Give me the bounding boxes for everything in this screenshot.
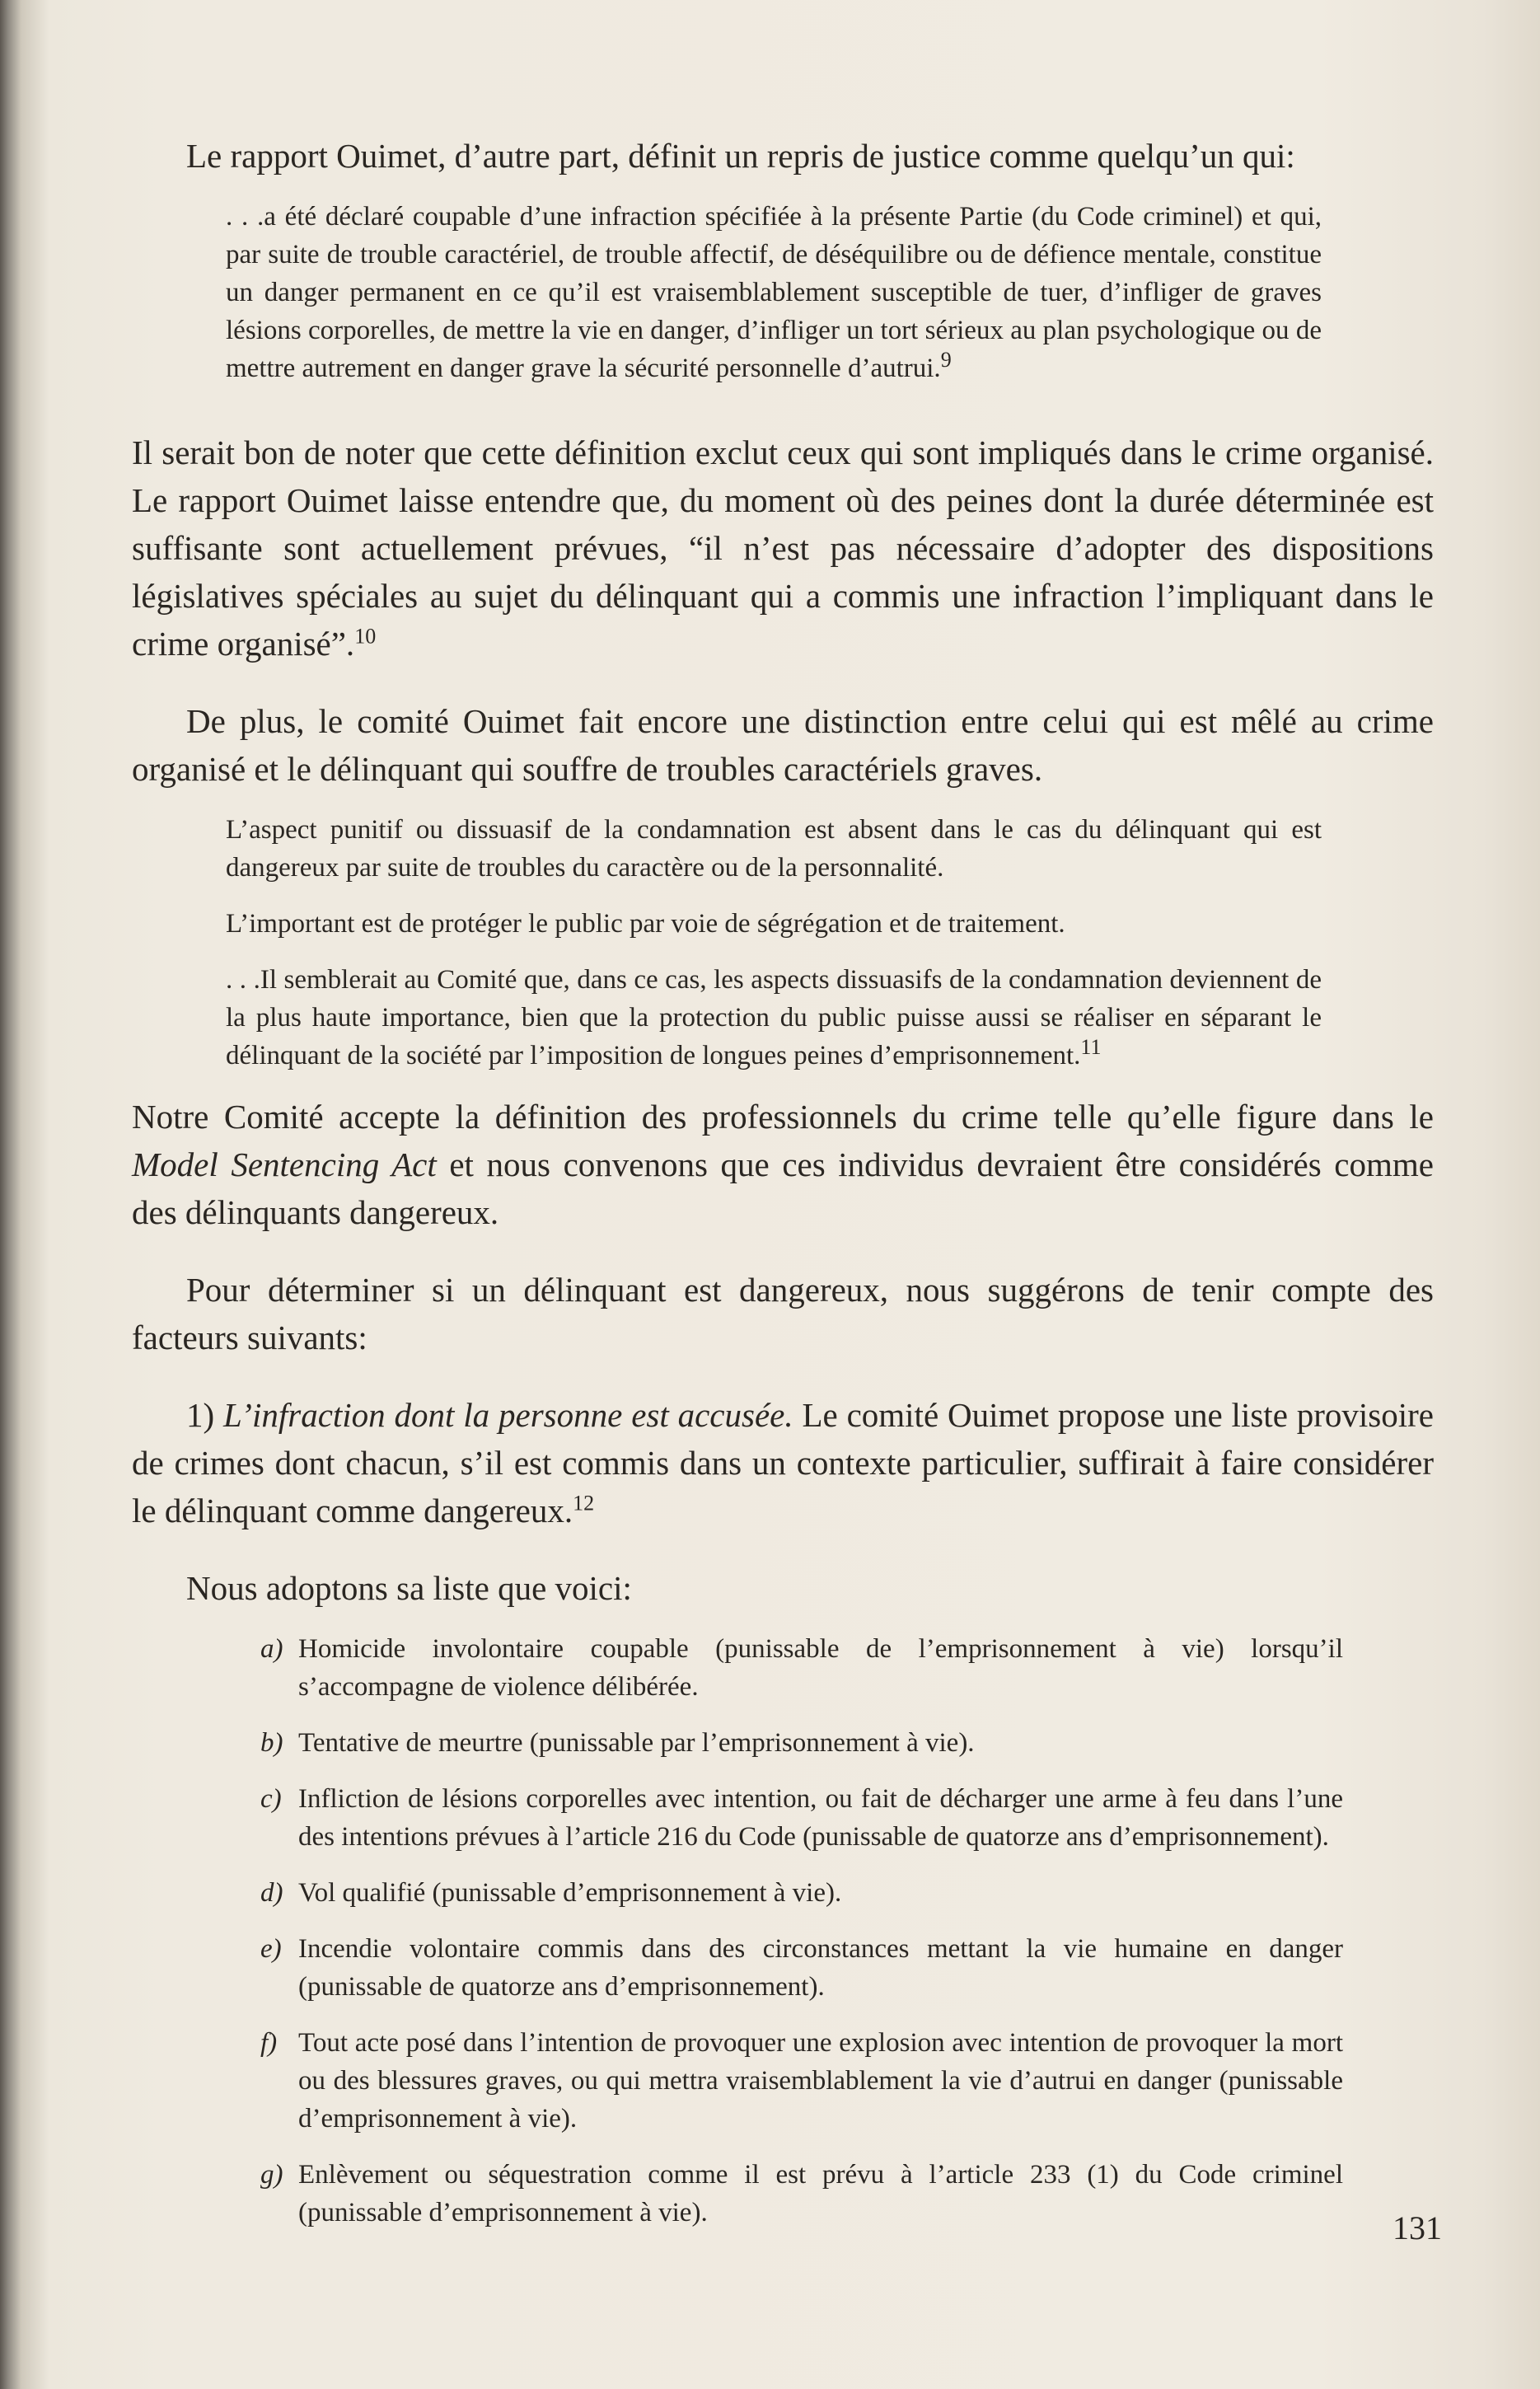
paragraph-text: De plus, le comité Ouimet fait encore une distinction entre celui qui est mêlé au crime organisé et le délinquant qui souffre de troubles caractériels graves. <box>132 702 1434 788</box>
list-item <box>260 1724 1343 1762</box>
footnote-ref-10: 10 <box>354 624 377 649</box>
list-item-label: a) <box>260 1634 283 1664</box>
paragraph-text: Notre Comité accepte la définition des professionnels du crime telle qu’elle figure dans le <box>132 1098 1434 1136</box>
list-item-text: Tout acte posé dans l’intention de provoquer une explosion avec intention de provoquer la mort ou des blessures graves, ou qui mettra vraisemblablement la vie d’autrui en danger (punissable d’emprisonnement à vie). <box>298 2028 1343 2134</box>
paragraph-facteurs <box>132 1266 1434 1361</box>
quote-comite-dissuasifs <box>226 961 1322 1075</box>
quote-text: . . .a été déclaré coupable d’une infraction spécifiée à la présente Partie (du Code criminel) et qui, par suite de trouble caractériel, de trouble affectif, de déséquilibre ou de défience mentale, constitue un danger permanent en ce qu’il est vraisemblablement susceptible de tuer, d’infliger de graves lésions corporelles, de mettre la vie en danger, d’infliger un tort sérieux au plan psychologique ou de mettre autrement en danger grave la sécurité personnelle d’autrui. <box>226 202 1322 383</box>
paragraph-text: Le rapport Ouimet, d’autre part, définit un repris de justice comme quelqu’un qui: <box>186 137 1295 175</box>
list-item <box>260 1780 1343 1856</box>
list-item-text: Incendie volontaire commis dans des circonstances mettant la vie humaine en danger (punissable de quatorze ans d’emprisonnement). <box>298 1934 1343 2002</box>
quote-protection-public <box>226 905 1322 943</box>
paragraph-text: Pour déterminer si un délinquant est dangereux, nous suggérons de tenir compte des facteurs suivants: <box>132 1271 1434 1356</box>
list-item <box>260 1874 1343 1912</box>
crime-list <box>260 1630 1343 2232</box>
paragraph-text: Le comité Ouimet propose une liste provisoire de crimes dont chacun, s’il est commis dans un contexte particulier, suffirait à faire considérer le délinquant comme dangereux. <box>132 1396 1434 1529</box>
paragraph-text: Il serait bon de noter que cette définition exclut ceux qui sont impliqués dans le crime organisé. Le rapport Ouimet laisse entendre que, du moment où des peines dont la durée déterminée est suffisante sont actuellement prévues, “il n’est pas nécessaire d’adopter des dispositions législatives spéciales au sujet du délinquant qui a commis une infraction l’impliquant dans le crime organisé”. <box>132 433 1434 663</box>
list-item-label: c) <box>260 1784 282 1814</box>
footnote-ref-11: 11 <box>1080 1035 1102 1059</box>
paragraph-facteur-1 <box>132 1391 1434 1534</box>
list-item-label: b) <box>260 1728 283 1758</box>
paragraph-ouimet-definition <box>132 132 1434 180</box>
list-item-text: Tentative de meurtre (punissable par l’emprisonnement à vie). <box>298 1728 975 1758</box>
paragraph-text: et nous convenons que ces individus devraient être considérés comme des délinquants dangereux. <box>132 1145 1434 1231</box>
list-item-label: d) <box>260 1878 283 1908</box>
paragraph-professionnels-du-crime <box>132 1093 1434 1236</box>
footnote-ref-9: 9 <box>940 348 952 372</box>
list-item <box>260 1630 1343 1706</box>
list-item-label: g) <box>260 2160 283 2190</box>
quote-text: L’aspect punitif ou dissuasif de la condamnation est absent dans le cas du délinquant qui est dangereux par suite de troubles du caractère ou de la personnalité. <box>226 815 1322 883</box>
list-item-text: Vol qualifié (punissable d’emprisonnement à vie). <box>298 1878 842 1908</box>
paragraph-liste-intro <box>132 1564 1434 1612</box>
list-item <box>260 2024 1343 2138</box>
paragraph-crime-organise <box>132 429 1434 668</box>
footnote-ref-12: 12 <box>573 1491 595 1515</box>
factor-heading: L’infraction dont la personne est accusée. <box>223 1396 793 1434</box>
list-item-text: Infliction de lésions corporelles avec intention, ou fait de décharger une arme à feu dans l’une des intentions prévues à l’article 216 du Code (punissable de quatorze ans d’emprisonnement). <box>298 1784 1343 1852</box>
page-number: 131 <box>1393 2209 1442 2246</box>
list-item-label: f) <box>260 2028 278 2058</box>
paragraph-distinction <box>132 697 1434 793</box>
factor-number: 1) <box>186 1396 215 1434</box>
list-item <box>260 1930 1343 2006</box>
list-item-text: Enlèvement ou séquestration comme il est prévu à l’article 233 (1) du Code criminel (punissable d’emprisonnement à vie). <box>298 2160 1343 2227</box>
paragraph-text: Nous adoptons sa liste que voici: <box>186 1569 632 1607</box>
quote-text: L’important est de protéger le public par voie de ségrégation et de traitement. <box>226 909 1065 939</box>
quote-text: . . .Il semblerait au Comité que, dans ce cas, les aspects dissuasifs de la condamnation deviennent de la plus haute importance, bien que la protection du public puisse aussi se réaliser en séparant le délinquant de la société par l’imposition de longues peines d’emprisonnement. <box>226 965 1322 1070</box>
list-item <box>260 2156 1343 2232</box>
page-text <box>132 132 1434 2232</box>
list-item-text: Homicide involontaire coupable (punissable de l’emprisonnement à vie) lorsqu’il s’accompagne de violence délibérée. <box>298 1634 1343 1702</box>
title-model-sentencing-act: Model Sentencing Act <box>132 1145 437 1183</box>
list-item-label: e) <box>260 1934 282 1964</box>
quote-aspect-punitif <box>226 811 1322 887</box>
quote-repris-de-justice <box>226 198 1322 387</box>
